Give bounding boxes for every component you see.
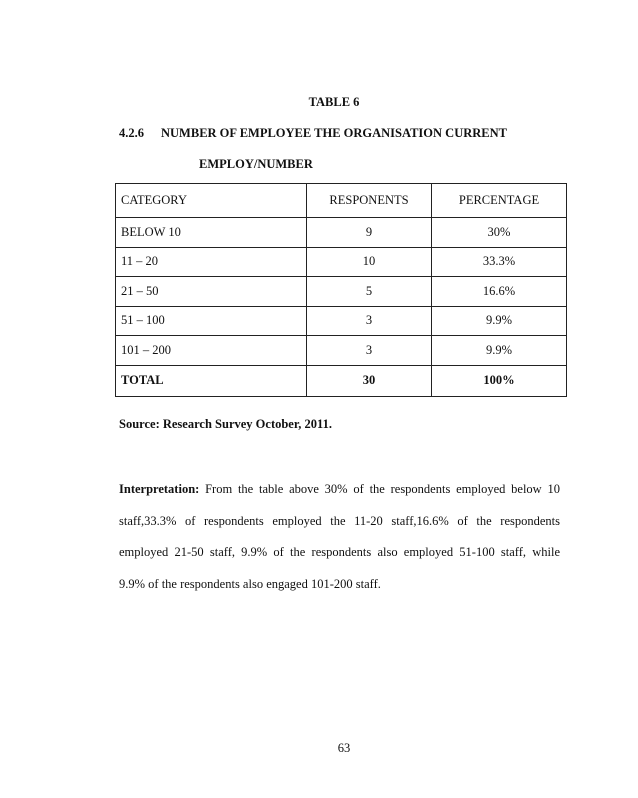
cell-category: 101 – 200 — [116, 336, 307, 366]
cell-category: 11 – 20 — [116, 247, 307, 277]
cell-percentage: 33.3% — [432, 247, 567, 277]
table-label: TABLE 6 — [308, 95, 360, 109]
section-heading-line1: NUMBER OF EMPLOYEE THE ORGANISATION CURRENT — [161, 126, 507, 140]
interpretation-line: staff,33.3% of respondents employed the 11-20 staff,16.6% of the respondents — [119, 513, 560, 528]
interpretation-line — [119, 474, 560, 506]
cell-percentage: 16.6% — [432, 277, 567, 307]
table-total-row — [116, 365, 567, 396]
table-header-row — [116, 184, 567, 218]
table-row — [116, 218, 567, 248]
cell-respondents: 10 — [307, 247, 432, 277]
total-percentage: 100% — [432, 365, 567, 396]
interpretation-label: Interpretation: — [119, 482, 200, 496]
interpretation-text: From the table above 30% of the respondents employed below 10 — [199, 482, 560, 496]
header-percentage: PERCENTAGE — [432, 184, 567, 218]
header-respondents: RESPONENTS — [307, 184, 432, 218]
total-label: TOTAL — [116, 365, 307, 396]
cell-respondents: 3 — [307, 306, 432, 336]
cell-respondents: 5 — [307, 277, 432, 307]
section-heading — [119, 126, 507, 141]
table-row — [116, 336, 567, 366]
cell-category: 21 – 50 — [116, 277, 307, 307]
employee-table — [115, 183, 567, 397]
page-number: 63 — [337, 741, 351, 755]
cell-respondents: 9 — [307, 218, 432, 248]
total-respondents: 30 — [307, 365, 432, 396]
section-heading-line2: EMPLOY/NUMBER — [199, 157, 313, 171]
interpretation-line: employed 21-50 staff, 9.9% of the respondents also employed 51-100 staff, while — [119, 545, 560, 559]
interpretation-line: 9.9% of the respondents also engaged 101-200 staff. — [119, 576, 381, 591]
cell-category: 51 – 100 — [116, 306, 307, 336]
cell-respondents: 3 — [307, 336, 432, 366]
interpretation-paragraph — [119, 474, 560, 600]
table-source: Source: Research Survey October, 2011. — [119, 417, 332, 431]
cell-percentage: 9.9% — [432, 306, 567, 336]
cell-percentage: 30% — [432, 218, 567, 248]
table-row — [116, 306, 567, 336]
section-number: 4.2.6 — [119, 126, 144, 140]
table-row — [116, 247, 567, 277]
table-row — [116, 277, 567, 307]
header-category: CATEGORY — [116, 184, 307, 218]
cell-category: BELOW 10 — [116, 218, 307, 248]
cell-percentage: 9.9% — [432, 336, 567, 366]
